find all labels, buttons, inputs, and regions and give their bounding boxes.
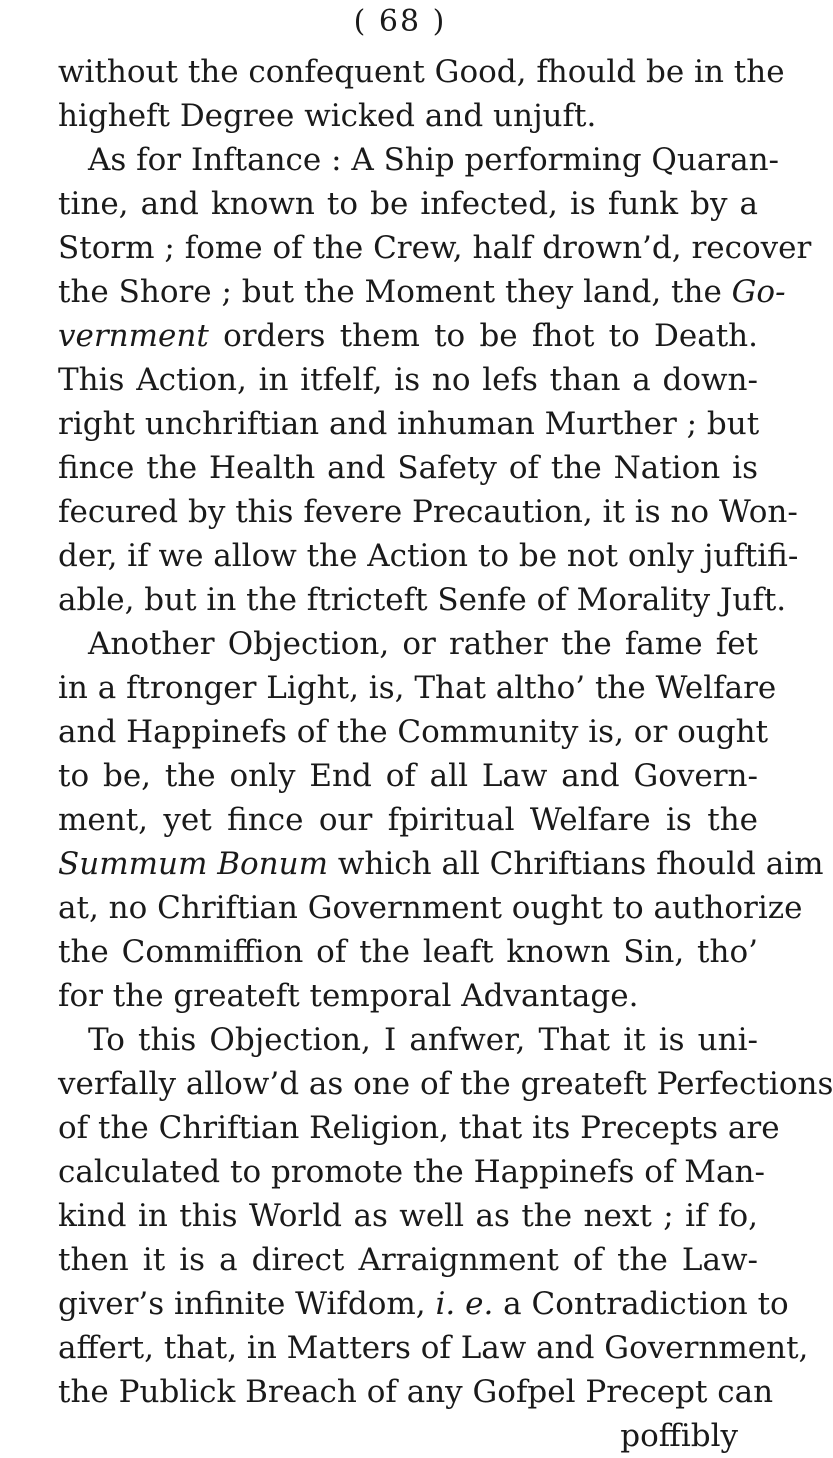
text-line: fince the Health and Safety of the Nation is [58, 450, 758, 486]
text-line: for the greateft temporal Advantage. [58, 978, 639, 1014]
text-line: der, if we allow the Action to be not only juftifi- [58, 538, 799, 574]
page-number: ( 68 ) [353, 4, 447, 39]
text-line: able, but in the ftricteft Senfe of Morality Juft. [58, 582, 787, 618]
text-line: the Commiffion of the leaft known Sin, tho’ [58, 934, 758, 970]
text-line: of the Chriftian Religion, that its Precepts are [58, 1110, 780, 1146]
text-line: tine, and known to be infected, is funk by a [58, 186, 758, 222]
text-line: Summum Bonum which all Chriftians fhould aim [58, 846, 824, 882]
text-line: giver’s infinite Wifdom, i. e. a Contradiction to [58, 1286, 789, 1322]
text-line: Storm ; fome of the Crew, half drown’d, recover [58, 230, 812, 266]
text-line: vernment orders them to be fhot to Death. [58, 318, 759, 354]
text-line: then it is a direct Arraignment of the Law- [58, 1242, 758, 1278]
text-line: Another Objection, or rather the fame fet [88, 626, 758, 662]
text-line: ment, yet fince our fpiritual Welfare is the [58, 802, 758, 838]
text-line: right unchriftian and inhuman Murther ; but [58, 406, 760, 442]
text-line: the Publick Breach of any Gofpel Precept can [58, 1374, 774, 1410]
text-line: affert, that, in Matters of Law and Government, [58, 1330, 809, 1366]
text-line: and Happinefs of the Community is, or ought [58, 714, 769, 750]
text-line: the Shore ; but the Moment they land, the Go- [58, 274, 786, 310]
text-line: at, no Chriftian Government ought to authorize [58, 890, 803, 926]
text-line: in a ftronger Light, is, That altho’ the Welfare [58, 670, 777, 706]
text-line: kind in this World as well as the next ; if fo, [58, 1198, 758, 1234]
catchword: poffibly [620, 1418, 738, 1454]
text-line: higheft Degree wicked and unjuft. [58, 98, 597, 134]
text-line: calculated to promote the Happinefs of Man- [58, 1154, 765, 1190]
text-line: to be, the only End of all Law and Govern- [58, 758, 758, 794]
text-line: To this Objection, I anfwer, That it is uni- [88, 1022, 758, 1058]
text-line: This Action, in itfelf, is no lefs than a down- [58, 362, 758, 398]
text-line: As for Inftance : A Ship performing Quaran- [88, 142, 780, 178]
text-line: without the confequent Good, fhould be in the [58, 54, 785, 90]
text-line: fecured by this fevere Precaution, it is no Won- [58, 494, 798, 530]
body-text [58, 50, 833, 1458]
text-line: verfally allow’d as one of the greateft Perfections [58, 1066, 833, 1102]
